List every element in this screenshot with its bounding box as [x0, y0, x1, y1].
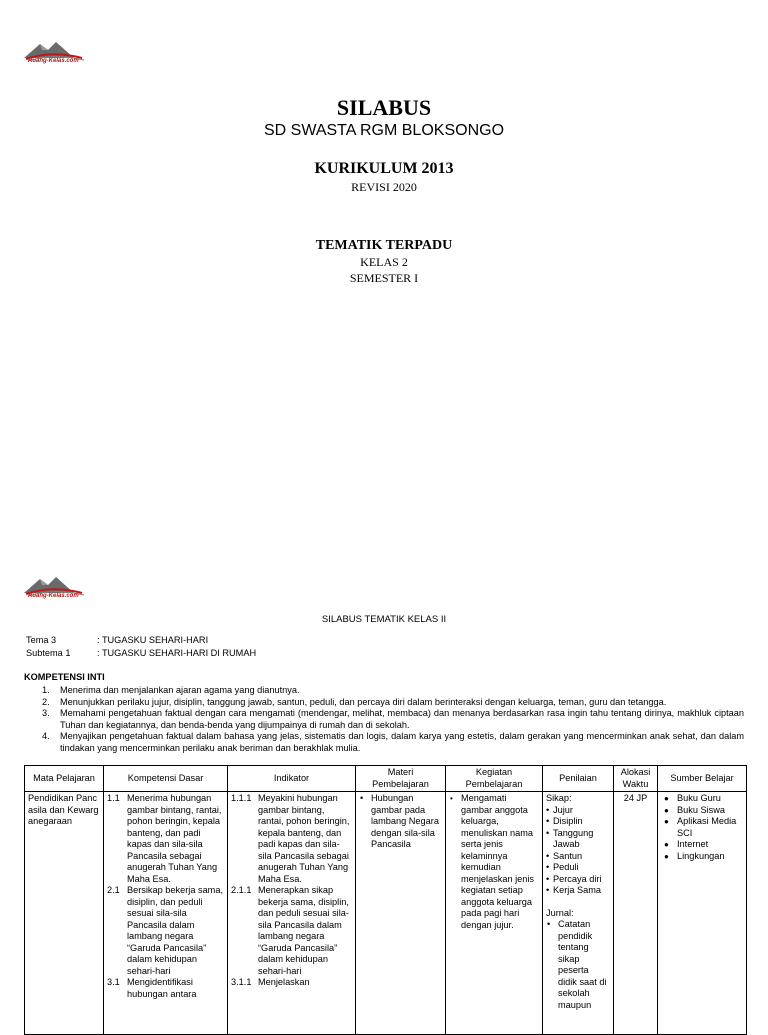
kd-text: Mengidentifikasi hubungan antara — [127, 977, 197, 999]
bullet-dot-icon: • — [546, 873, 550, 884]
kd-item — [107, 885, 224, 977]
bullet-dot-icon: • — [546, 850, 550, 861]
sikap-text: Percaya diri — [553, 873, 602, 884]
bullet-dot-icon: • — [547, 919, 551, 929]
jurnal-item — [547, 919, 610, 1011]
kegiatan-text: Mengamati gambar anggota keluarga, menuliskan nama serta jenis kelaminnya kemudian menjelaskan jenis kegiatan setiap anggota keluarga pada pagi hari dengan jujur. — [461, 793, 535, 930]
sikap-item — [546, 816, 610, 828]
bullet-dot-icon: • — [546, 827, 550, 838]
kompetensi-inti-list — [24, 685, 744, 754]
materi-item — [359, 793, 442, 851]
sikap-item — [546, 862, 610, 874]
penilaian-sikap-label: Sikap: — [546, 793, 572, 803]
header-kegiatan: Kegiatan Pembelajaran — [446, 766, 543, 792]
ruang-kelas-logo — [22, 38, 86, 72]
sumber-item — [661, 851, 743, 863]
logo-text-2: Ruang-Kelas.com — [28, 593, 79, 599]
table-row — [25, 792, 747, 1035]
kd-text: Bersikap bekerja sama, disiplin, dan peduli sesuai sila-sila Pancasila dalam lambang negara “Garuda Pancasila” dalam kehidupan sehari-hari — [127, 885, 224, 976]
sumber-item — [661, 805, 743, 817]
ki-item — [24, 697, 744, 709]
mapel-text: Pendidikan Pancasila dan Kewarganegaraan — [28, 793, 99, 826]
indikator-number: 2.1.1 — [231, 885, 252, 895]
cell-kompetensi-dasar — [104, 792, 228, 1035]
ki-number: 3. — [42, 708, 50, 718]
bullet-dot-icon: • — [546, 885, 550, 895]
ki-item — [24, 731, 744, 754]
sikap-item — [546, 828, 610, 851]
sikap-item — [546, 885, 610, 897]
indikator-number: 3.1.1 — [231, 977, 252, 987]
header-kompetensi-dasar: Kompetensi Dasar — [104, 766, 228, 792]
bullet-dot-icon: ● — [664, 794, 669, 803]
jurnal-text: Catatan pendidik tentang sikap peserta didik saat di sekolah maupun — [558, 919, 607, 1010]
logo-text: Ruang-Kelas.com — [28, 58, 79, 64]
ki-number: 4. — [42, 731, 50, 741]
subtema-label: Subtema 1 — [26, 648, 71, 658]
ki-text: Menyajikan pengetahuan faktual dalam bahasa yang jelas, sistematis dan logis, dalam karya yang estetis, dalam gerakan yang mencerminkan anak sehat, dan dalam tindakan yang mencerminkan perilaku anak beriman dan berakhlak mulia. — [60, 731, 744, 753]
cell-indikator — [228, 792, 356, 1035]
kd-item — [107, 793, 224, 885]
bullet-dot-icon: • — [360, 793, 364, 803]
kegiatan-item — [449, 793, 539, 931]
sumber-item — [661, 793, 743, 805]
bullet-dot-icon: • — [450, 794, 453, 803]
sikap-text: Tanggung Jawab — [553, 827, 594, 849]
sumber-text: Buku Siswa — [677, 804, 726, 815]
indikator-text: Menjelaskan — [258, 977, 310, 987]
header-materi: Materi Pembelajaran — [356, 766, 446, 792]
alokasi-text: 24 JP — [623, 793, 648, 803]
sumber-text: Lingkungan — [677, 850, 725, 861]
bullet-dot-icon: • — [546, 804, 550, 815]
sumber-text: Buku Guru — [677, 793, 721, 803]
header-alokasi: Alokasi Waktu — [614, 766, 658, 792]
bullet-dot-icon: ● — [664, 851, 669, 861]
header-mapel: Mata Pelajaran — [25, 766, 104, 792]
cover-title: SILABUS — [336, 95, 432, 120]
header-sumber: Sumber Belajar — [658, 766, 747, 792]
ki-text: Menerima dan menjalankan ajaran agama yang dianutnya. — [60, 685, 300, 695]
kd-text: Menerima hubungan gambar bintang, rantai, pohon beringin, kepala banteng, dan padi kapas dan sila-sila Pancasila sebagai anugerah Tuhan Yang Maha Esa. — [127, 793, 222, 884]
cover-revision: REVISI 2020 — [351, 180, 417, 194]
cell-sumber — [658, 792, 747, 1035]
cell-mapel — [25, 792, 104, 1035]
table-header-row — [25, 766, 747, 792]
tema-label: Tema 3 — [26, 635, 57, 645]
cover-school: SD SWASTA RGM BLOKSONGO — [263, 122, 505, 139]
sikap-item — [546, 851, 610, 863]
cover-class: KELAS 2 — [360, 255, 408, 269]
cover-semester: SEMESTER I — [349, 271, 419, 285]
kd-number: 3.1 — [107, 977, 120, 987]
bullet-dot-icon: ● — [664, 805, 669, 815]
indikator-item — [231, 977, 352, 989]
sikap-text: Peduli — [553, 862, 579, 872]
ki-heading: KOMPETENSI INTI — [24, 672, 105, 682]
bullet-dot-icon: • — [546, 816, 550, 826]
doc-heading: SILABUS TEMATIK KELAS II — [321, 614, 447, 625]
ki-number: 2. — [42, 696, 50, 707]
sumber-item — [661, 816, 743, 839]
indikator-number: 1.1.1 — [231, 793, 252, 803]
bullet-dot-icon: • — [546, 862, 550, 872]
kd-item — [107, 977, 224, 1000]
ki-item — [24, 685, 744, 697]
tema-value: : TUGASKU SEHARI-HARI — [97, 635, 209, 645]
indikator-text: Menerapkan sikap bekerja sama, disiplin, dan peduli sesuai sila-sila Pancasila dalam lambang negara “Garuda Pancasila” dalam kehidupan sehari-hari — [258, 885, 349, 976]
indikator-text: Meyakini hubungan gambar bintang, rantai, pohon beringin, kepala banteng, dan padi kapas dan sila-sila Pancasila sebagai anugerah Tuhan Yang Maha Esa. — [258, 793, 350, 884]
sumber-text: Aplikasi Media SCI — [677, 816, 737, 838]
bullet-dot-icon: ● — [664, 840, 669, 849]
kd-number: 2.1 — [107, 885, 120, 895]
cover-curriculum: KURIKULUM 2013 — [314, 160, 454, 177]
sikap-text: Santun — [553, 850, 583, 861]
materi-text: Hubungan gambar pada lambang Negara dengan sila-sila Pancasila — [371, 793, 439, 849]
ruang-kelas-logo-2 — [22, 573, 86, 607]
indikator-item — [231, 885, 352, 977]
cell-kegiatan — [446, 792, 543, 1035]
sikap-item — [546, 874, 610, 886]
ki-text: Menunjukkan perilaku jujur, disiplin, tanggung jawab, santun, peduli, dan percaya diri dalam berinteraksi dengan keluarga, teman, guru dan tetangga. — [60, 696, 667, 707]
sikap-text: Disiplin — [553, 816, 583, 826]
sumber-item — [661, 839, 743, 851]
sumber-text: Internet — [677, 839, 709, 849]
indikator-item — [231, 793, 352, 885]
cell-materi — [356, 792, 446, 1035]
bullet-dot-icon: ● — [664, 817, 669, 826]
kd-number: 1.1 — [107, 793, 120, 803]
cell-alokasi — [614, 792, 658, 1035]
subtema-value: : TUGASKU SEHARI-HARI DI RUMAH — [97, 648, 257, 658]
header-penilaian: Penilaian — [543, 766, 614, 792]
cover-theme-type: TEMATIK TERPADU — [315, 238, 453, 253]
silabus-table — [24, 765, 747, 1035]
penilaian-jurnal-label: Jurnal: — [546, 907, 574, 918]
cell-penilaian — [543, 792, 614, 1035]
ki-number: 1. — [42, 685, 50, 695]
ki-item — [24, 708, 744, 731]
sikap-item — [546, 805, 610, 817]
sikap-text: Kerja Sama — [553, 885, 602, 895]
sikap-text: Jujur — [553, 804, 573, 815]
ki-text: Memahami pengetahuan faktual dengan cara mengamati (mendengar, melihat, membaca) dan menanya berdasarkan rasa ingin tahu tentang dirinya, makhluk ciptaan Tuhan dan kegiatannya, dan benda-benda yang dijumpainya di rumah dan di sekolah. — [60, 708, 744, 730]
header-indikator: Indikator — [228, 766, 356, 792]
